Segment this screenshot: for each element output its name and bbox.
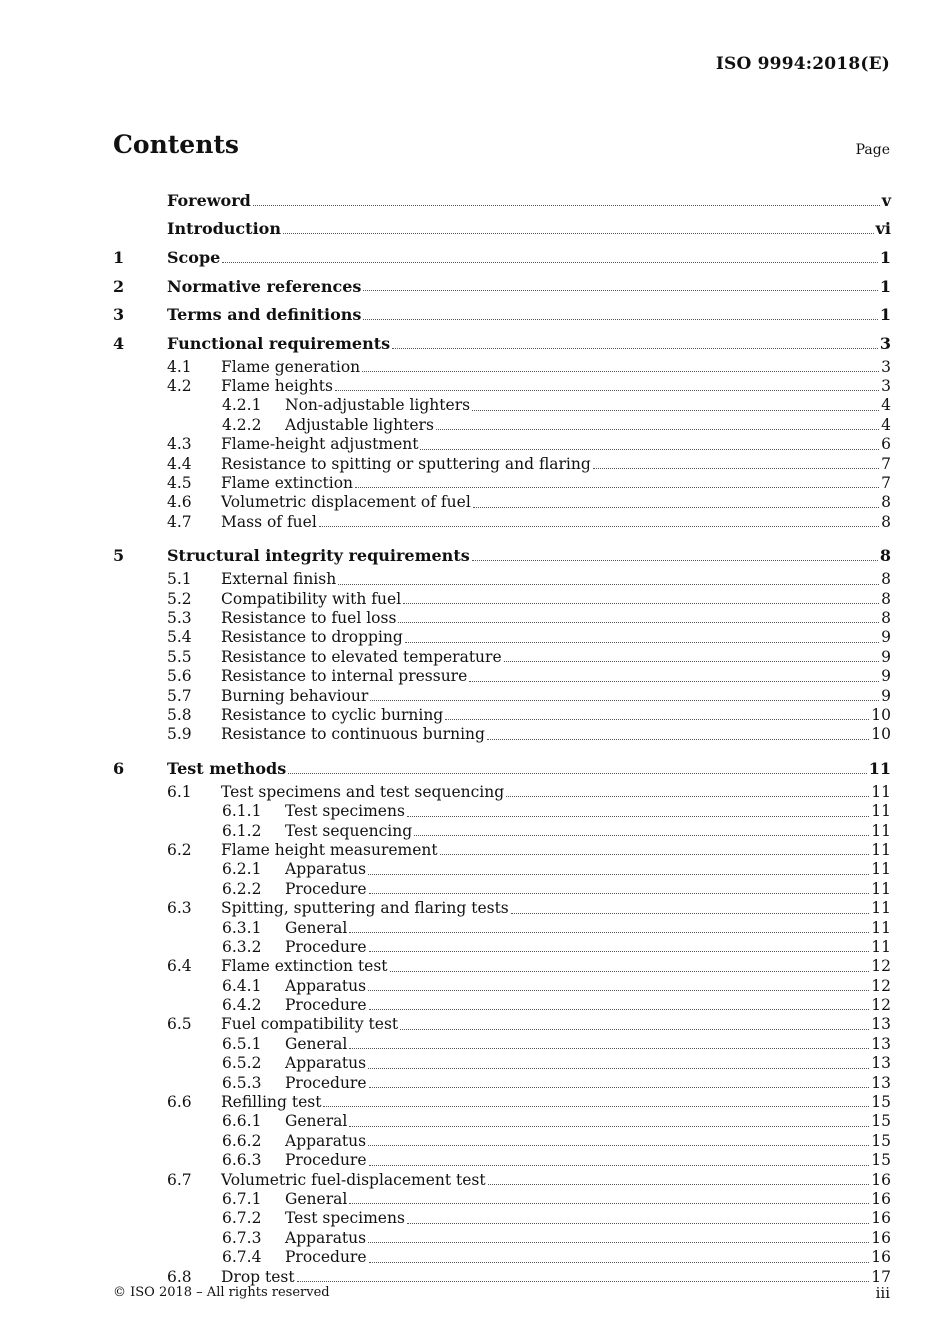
toc-entry-title: Drop test <box>221 1267 295 1286</box>
toc-entry-title: Mass of fuel <box>221 512 317 531</box>
toc-entry-number: 6.3 <box>167 899 192 918</box>
toc-dot-leader <box>440 853 870 855</box>
toc-entry-title: Flame extinction <box>221 473 354 492</box>
toc-entry-page: 15 <box>871 1112 891 1131</box>
toc-entry-number: 4.3 <box>167 435 192 454</box>
toc-dot-leader <box>369 1086 870 1088</box>
toc-entry-title: Apparatus <box>285 1131 367 1150</box>
toc-entry[interactable] <box>113 570 891 589</box>
toc-entry-title: Foreword <box>167 190 251 210</box>
toc-entry-number: 6.5.2 <box>222 1054 262 1073</box>
toc-dot-leader <box>488 1183 870 1185</box>
toc-entry-number: 6.6 <box>167 1093 192 1112</box>
toc-entry-number: 1 <box>113 247 125 267</box>
toc-dot-leader <box>368 1144 869 1146</box>
toc-entry-title: Test methods <box>167 758 287 778</box>
toc-entry[interactable] <box>113 474 891 493</box>
toc-dot-leader <box>369 950 870 952</box>
toc-entry-page: 15 <box>871 1093 891 1112</box>
toc-entry[interactable] <box>113 1035 891 1054</box>
toc-entry-title: Apparatus <box>285 1228 367 1247</box>
toc-entry-title: Functional requirements <box>167 333 391 353</box>
toc-entry-number: 5.6 <box>167 667 192 686</box>
toc-entry-title: Test specimens <box>285 802 405 821</box>
toc-dot-leader <box>368 873 869 875</box>
document-id: ISO 9994:2018(E) <box>715 54 890 74</box>
toc-entry[interactable] <box>113 783 891 802</box>
toc-entry-page: 10 <box>871 725 891 744</box>
toc-entry-page: 6 <box>881 435 891 454</box>
toc-entry-title: Introduction <box>167 219 281 239</box>
toc-entry[interactable] <box>113 841 891 860</box>
toc-entry-title: Resistance to cyclic burning <box>221 705 444 724</box>
toc-dot-leader <box>288 772 867 774</box>
toc-dot-leader <box>398 621 879 623</box>
toc-entry[interactable] <box>113 1190 891 1209</box>
toc-entry-title: Test specimens <box>285 1209 405 1228</box>
toc-dot-leader <box>420 448 879 450</box>
toc-entry-page: 13 <box>871 1054 891 1073</box>
toc-dot-leader <box>370 699 879 701</box>
toc-entry-page: 8 <box>879 546 891 566</box>
toc-entry[interactable] <box>113 493 891 512</box>
toc-dot-leader <box>369 1164 870 1166</box>
toc-entry[interactable] <box>113 687 891 706</box>
toc-dot-leader <box>469 680 879 682</box>
toc-dot-leader <box>511 912 870 914</box>
toc-entry[interactable] <box>113 996 891 1015</box>
toc-dot-leader <box>369 1261 870 1263</box>
toc-dot-leader <box>390 970 870 972</box>
toc-entry-page: 3 <box>881 357 891 376</box>
toc-dot-leader <box>369 892 870 894</box>
toc-entry[interactable] <box>113 1093 891 1112</box>
toc-entry-number: 4.4 <box>167 454 192 473</box>
toc-entry-page: 12 <box>871 996 891 1015</box>
toc-entry-title: General <box>285 1112 348 1131</box>
toc-entry-number: 4.2.2 <box>222 415 262 434</box>
toc-dot-leader <box>400 1028 869 1030</box>
toc-entry-title: Apparatus <box>285 976 367 995</box>
page-column-label: Page <box>855 142 890 158</box>
toc-entry-page: 1 <box>879 276 891 296</box>
toc-entry-title: Compatibility with fuel <box>221 589 402 608</box>
toc-entry-number: 5.5 <box>167 647 192 666</box>
toc-entry[interactable] <box>113 300 891 329</box>
toc-entry[interactable] <box>113 1015 891 1034</box>
toc-dot-leader <box>407 1222 869 1224</box>
toc-entry-page: 11 <box>871 937 891 956</box>
toc-entry-number: 6.7 <box>167 1170 192 1189</box>
toc-entry-title: Flame heights <box>221 376 333 395</box>
toc-dot-leader <box>338 583 879 585</box>
toc-entry[interactable] <box>113 358 891 377</box>
toc-dot-leader <box>355 486 879 488</box>
toc-entry-number: 4.2.1 <box>222 396 262 415</box>
toc-entry-number: 6.4.1 <box>222 976 262 995</box>
toc-dot-leader <box>504 660 880 662</box>
toc-entry-title: Resistance to elevated temperature <box>221 647 502 666</box>
toc-entry-number: 6.1.2 <box>222 821 262 840</box>
toc-dot-leader <box>368 1241 869 1243</box>
toc-entry[interactable] <box>113 938 891 957</box>
toc-dot-leader <box>436 428 879 430</box>
toc-entry[interactable] <box>113 513 891 532</box>
toc-entry-number: 6 <box>113 758 125 778</box>
toc-entry-number: 5.4 <box>167 628 192 647</box>
toc-entry-number: 6.1 <box>167 782 192 801</box>
toc-entry-title: Resistance to continuous burning <box>221 725 485 744</box>
toc-entry-title: Flame-height adjustment <box>221 435 419 454</box>
toc-dot-leader <box>349 1125 869 1127</box>
toc-dot-leader <box>349 1202 869 1204</box>
toc-entry-number: 4.1 <box>167 357 192 376</box>
toc-dot-leader <box>335 389 879 391</box>
toc-entry[interactable] <box>113 706 891 725</box>
toc-dot-leader <box>472 559 878 561</box>
toc-entry-page: 8 <box>881 608 891 627</box>
toc-entry-title: Burning behaviour <box>221 686 369 705</box>
toc-entry-number: 5.2 <box>167 589 192 608</box>
toc-entry-page: 1 <box>879 305 891 325</box>
toc-entry[interactable] <box>113 435 891 454</box>
toc-entry-title: Procedure <box>285 1248 367 1267</box>
toc-entry-page: 9 <box>881 647 891 666</box>
toc-entry[interactable] <box>113 1074 891 1093</box>
toc-entry-number: 6.6.3 <box>222 1151 262 1170</box>
toc-entry-page: 8 <box>881 570 891 589</box>
toc-entry-page: 16 <box>871 1170 891 1189</box>
toc-entry[interactable] <box>113 1054 891 1073</box>
toc-entry-number: 6.7.2 <box>222 1209 262 1228</box>
toc-entry-title: Normative references <box>167 276 362 296</box>
toc-entry-title: General <box>285 1189 348 1208</box>
toc-entry-number: 6.7.1 <box>222 1189 262 1208</box>
toc-entry-page: 9 <box>881 667 891 686</box>
toc-entry-page: 11 <box>871 860 891 879</box>
toc-entry-title: Resistance to fuel loss <box>221 608 397 627</box>
toc-entry-title: Resistance to internal pressure <box>221 667 468 686</box>
toc-entry-page: 15 <box>871 1131 891 1150</box>
toc-dot-leader <box>473 506 879 508</box>
toc-entry-title: Procedure <box>285 1073 367 1092</box>
toc-entry-number: 6.4 <box>167 957 192 976</box>
toc-entry-number: 4.2 <box>167 376 192 395</box>
toc-entry-title: Procedure <box>285 1151 367 1170</box>
toc-entry-page: 7 <box>881 454 891 473</box>
toc-entry[interactable] <box>113 377 891 396</box>
toc-entry-page: 11 <box>871 918 891 937</box>
toc-entry-page: 8 <box>881 493 891 512</box>
toc-entry[interactable] <box>113 1112 891 1131</box>
toc-dot-leader <box>403 602 879 604</box>
toc-entry[interactable] <box>113 542 891 571</box>
toc-entry[interactable] <box>113 455 891 474</box>
toc-entry-number: 5.1 <box>167 570 192 589</box>
toc-entry[interactable] <box>113 186 891 215</box>
toc-entry-title: Scope <box>167 247 221 267</box>
toc-entry[interactable] <box>113 802 891 821</box>
toc-entry-title: Adjustable lighters <box>285 415 434 434</box>
toc-entry-number: 6.4.2 <box>222 996 262 1015</box>
toc-entry-number: 4.7 <box>167 512 192 531</box>
toc-entry-number: 5.8 <box>167 705 192 724</box>
toc-entry[interactable] <box>113 243 891 272</box>
toc-entry-page: 13 <box>871 1034 891 1053</box>
toc-entry-page: 8 <box>881 512 891 531</box>
toc-entry-number: 6.6.1 <box>222 1112 262 1131</box>
toc-entry-number: 2 <box>113 276 125 296</box>
toc-dot-leader <box>283 232 874 234</box>
toc-entry-page: 11 <box>871 840 891 859</box>
toc-dot-leader <box>368 1067 869 1069</box>
toc-entry-page: vi <box>875 219 891 239</box>
toc-entry-number: 5.9 <box>167 725 192 744</box>
toc-entry-page: 11 <box>871 821 891 840</box>
toc-entry-page: 16 <box>871 1189 891 1208</box>
toc-entry-title: Test specimens and test sequencing <box>221 782 505 801</box>
toc-entry-page: 3 <box>879 333 891 353</box>
toc-entry-page: 9 <box>881 686 891 705</box>
toc-dot-leader <box>593 467 879 469</box>
toc-entry[interactable] <box>113 919 891 938</box>
toc-dot-leader <box>349 1047 869 1049</box>
toc-entry-title: Terms and definitions <box>167 305 362 325</box>
toc-entry[interactable] <box>113 1151 891 1170</box>
toc-entry-page: 9 <box>881 628 891 647</box>
toc-entry-title: Apparatus <box>285 860 367 879</box>
toc-entry[interactable] <box>113 628 891 647</box>
toc-entry-page: 12 <box>871 957 891 976</box>
toc-entry-number: 4 <box>113 333 125 353</box>
toc-entry-number: 6.3.1 <box>222 918 262 937</box>
toc-entry-number: 5 <box>113 546 125 566</box>
toc-entry-page: 13 <box>871 1073 891 1092</box>
toc-entry-page: 17 <box>871 1267 891 1286</box>
toc-entry-title: External finish <box>221 570 337 589</box>
toc-entry-page: 16 <box>871 1248 891 1267</box>
toc-entry-page: 4 <box>881 396 891 415</box>
toc-entry-page: 16 <box>871 1209 891 1228</box>
toc-entry-page: 13 <box>871 1015 891 1034</box>
toc-entry-title: Volumetric fuel-displacement test <box>221 1170 486 1189</box>
footer-copyright: © ISO 2018 – All rights reserved <box>113 1285 330 1300</box>
toc-entry[interactable] <box>113 648 891 667</box>
toc-entry[interactable] <box>113 215 891 244</box>
footer-page-number: iii <box>875 1284 890 1302</box>
toc-dot-leader <box>297 1280 870 1282</box>
toc-entry-page: 1 <box>879 247 891 267</box>
toc-entry-title: General <box>285 1034 348 1053</box>
toc-entry-title: Volumetric displacement of fuel <box>221 493 471 512</box>
toc-entry-page: 7 <box>881 473 891 492</box>
toc-entry-page: 11 <box>871 899 891 918</box>
toc-dot-leader <box>368 989 869 991</box>
toc-entry-title: Structural integrity requirements <box>167 546 470 566</box>
toc-entry-title: Non-adjustable lighters <box>285 396 471 415</box>
toc-dot-leader <box>363 289 877 291</box>
toc-entry[interactable] <box>113 957 891 976</box>
toc-dot-leader <box>392 347 878 349</box>
toc-entry[interactable] <box>113 272 891 301</box>
toc-entry-number: 6.5 <box>167 1015 192 1034</box>
toc-entry-title: Spitting, sputtering and flaring tests <box>221 899 509 918</box>
toc-dot-leader <box>445 718 869 720</box>
toc-entry-number: 5.7 <box>167 686 192 705</box>
toc-dot-leader <box>414 834 869 836</box>
toc-entry-number: 6.1.1 <box>222 802 262 821</box>
toc-dot-leader <box>323 1105 869 1107</box>
toc-entry-page: 11 <box>868 758 891 778</box>
toc-dot-leader <box>487 738 869 740</box>
toc-dot-leader <box>222 261 878 263</box>
toc-entry-number: 6.8 <box>167 1267 192 1286</box>
toc-entry[interactable] <box>113 725 891 744</box>
toc-entry-page: 15 <box>871 1151 891 1170</box>
toc-entry-number: 6.3.2 <box>222 937 262 956</box>
toc-entry[interactable] <box>113 860 891 879</box>
toc-entry-page: 3 <box>881 376 891 395</box>
toc-entry-number: 4.6 <box>167 493 192 512</box>
toc-entry-title: Test sequencing <box>285 821 413 840</box>
toc-entry[interactable] <box>113 590 891 609</box>
toc-entry-number: 6.7.4 <box>222 1248 262 1267</box>
toc-entry-title: Refilling test <box>221 1093 322 1112</box>
toc-dot-leader <box>319 525 879 527</box>
toc-dot-leader <box>253 204 880 206</box>
toc-dot-leader <box>407 815 869 817</box>
toc-entry-page: 11 <box>871 879 891 898</box>
table-of-contents <box>113 186 891 1287</box>
toc-entry-page: 8 <box>881 589 891 608</box>
toc-dot-leader <box>363 318 877 320</box>
toc-entry-page: v <box>881 190 891 210</box>
toc-entry[interactable] <box>113 667 891 686</box>
toc-dot-leader <box>472 409 879 411</box>
toc-entry-title: Resistance to spitting or sputtering and flaring <box>221 454 591 473</box>
toc-entry[interactable] <box>113 880 891 899</box>
toc-dot-leader <box>405 641 879 643</box>
toc-dot-leader <box>369 1008 870 1010</box>
toc-entry-page: 10 <box>871 705 891 724</box>
toc-entry-title: Flame extinction test <box>221 957 388 976</box>
toc-entry-title: Procedure <box>285 879 367 898</box>
toc-entry[interactable] <box>113 416 891 435</box>
toc-entry-number: 6.2.1 <box>222 860 262 879</box>
toc-entry[interactable] <box>113 822 891 841</box>
contents-title: Contents <box>113 130 240 159</box>
toc-entry[interactable] <box>113 1171 891 1190</box>
toc-entry-title: Procedure <box>285 937 367 956</box>
toc-entry[interactable] <box>113 609 891 628</box>
toc-entry-page: 16 <box>871 1228 891 1247</box>
toc-entry[interactable] <box>113 977 891 996</box>
toc-entry-number: 6.5.3 <box>222 1073 262 1092</box>
toc-dot-leader <box>349 931 869 933</box>
toc-entry-number: 6.7.3 <box>222 1228 262 1247</box>
toc-entry[interactable] <box>113 396 891 415</box>
toc-entry[interactable] <box>113 1209 891 1228</box>
toc-entry[interactable] <box>113 1229 891 1248</box>
toc-entry-title: Apparatus <box>285 1054 367 1073</box>
toc-dot-leader <box>362 370 879 372</box>
toc-entry-page: 11 <box>871 802 891 821</box>
toc-entry-title: General <box>285 918 348 937</box>
toc-entry-number: 6.2 <box>167 840 192 859</box>
toc-entry-page: 4 <box>881 415 891 434</box>
toc-entry-number: 6.6.2 <box>222 1131 262 1150</box>
toc-entry[interactable] <box>113 754 891 783</box>
toc-dot-leader <box>506 795 869 797</box>
toc-entry-title: Fuel compatibility test <box>221 1015 399 1034</box>
toc-entry-number: 3 <box>113 305 125 325</box>
toc-entry-title: Flame generation <box>221 357 361 376</box>
toc-entry-page: 11 <box>871 782 891 801</box>
toc-entry[interactable] <box>113 1248 891 1267</box>
toc-entry[interactable] <box>113 329 891 358</box>
toc-entry-number: 6.2.2 <box>222 879 262 898</box>
toc-entry-number: 6.5.1 <box>222 1034 262 1053</box>
toc-entry-title: Procedure <box>285 996 367 1015</box>
toc-entry[interactable] <box>113 899 891 918</box>
toc-entry-number: 4.5 <box>167 473 192 492</box>
toc-entry-number: 5.3 <box>167 608 192 627</box>
toc-entry[interactable] <box>113 1132 891 1151</box>
toc-entry-title: Resistance to dropping <box>221 628 403 647</box>
toc-entry-title: Flame height measurement <box>221 840 438 859</box>
toc-entry-page: 12 <box>871 976 891 995</box>
